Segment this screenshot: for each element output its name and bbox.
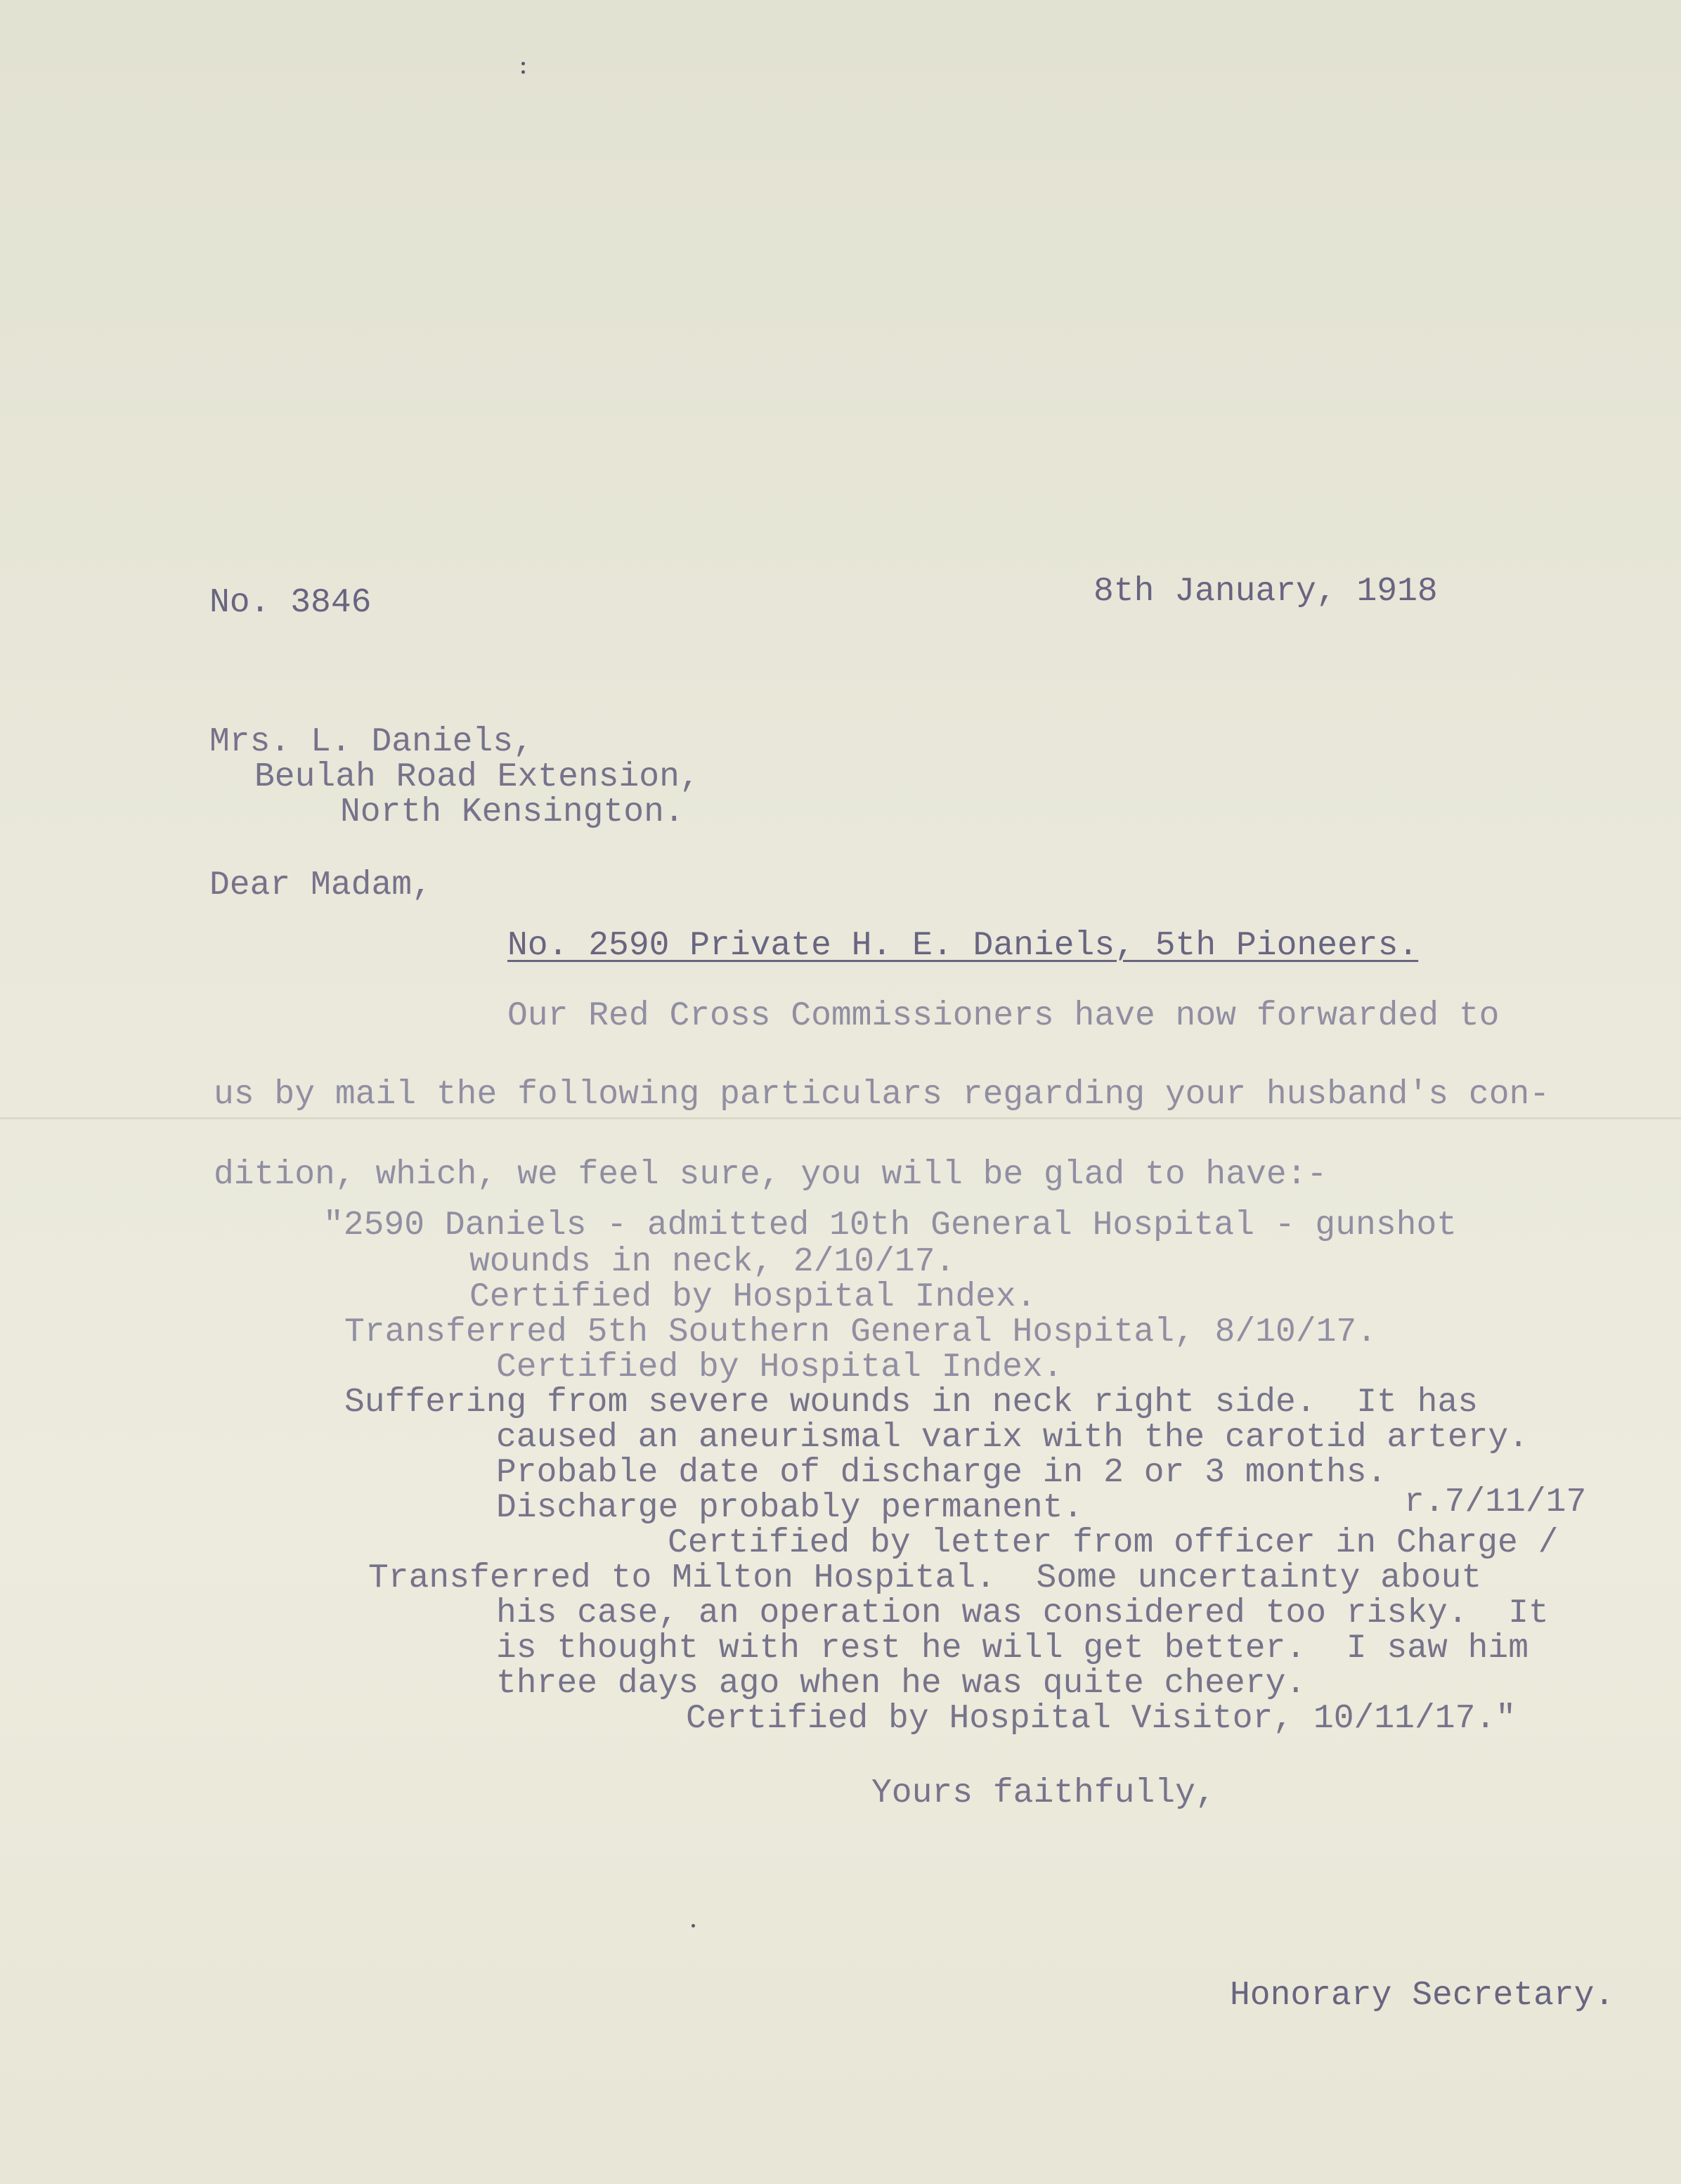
signature-title: Honorary Secretary.: [1230, 1977, 1615, 2015]
address-line: North Kensington.: [340, 793, 684, 831]
ink-speck: [521, 62, 525, 65]
report-line: Suffering from severe wounds in neck right side. It has: [344, 1384, 1479, 1422]
report-line: Certified by Hospital Index.: [496, 1348, 1063, 1386]
address-line: Mrs. L. Daniels,: [209, 723, 533, 761]
ink-speck: [692, 1924, 695, 1928]
report-line: "2590 Daniels - admitted 10th General Hospital - gunshot: [323, 1207, 1458, 1244]
address-line: Beulah Road Extension,: [254, 758, 700, 796]
body-line: dition, which, we feel sure, you will be glad to have:-: [214, 1156, 1328, 1194]
ink-speck: [521, 70, 525, 74]
body-line: us by mail the following particulars regarding your husband's con-: [214, 1076, 1550, 1114]
report-line: Certified by letter from officer in Charge /: [668, 1524, 1559, 1562]
closing: Yours faithfully,: [871, 1774, 1216, 1812]
salutation: Dear Madam,: [209, 866, 432, 904]
report-line: is thought with rest he will get better. I saw him: [496, 1630, 1529, 1668]
report-line: Transferred to Milton Hospital. Some uncertainty about: [368, 1559, 1482, 1597]
report-line: three days ago when he was quite cheery.: [496, 1665, 1306, 1703]
report-line: wounds in neck, 2/10/17.: [469, 1243, 956, 1281]
subject-line: No. 2590 Private H. E. Daniels, 5th Pioneers.: [507, 927, 1419, 965]
report-line: his case, an operation was considered too risky. It: [496, 1594, 1549, 1632]
body-line: Our Red Cross Commissioners have now forwarded to: [507, 997, 1500, 1035]
report-line: Certified by Hospital Visitor, 10/11/17.": [686, 1700, 1516, 1738]
report-line: Probable date of discharge in 2 or 3 months.: [496, 1454, 1387, 1492]
paper-crease: [0, 1117, 1681, 1119]
letter-date: 8th January, 1918: [1093, 573, 1438, 611]
reference-number: No. 3846: [209, 584, 372, 622]
report-line: Discharge probably permanent.: [496, 1489, 1084, 1527]
report-note: r.7/11/17: [1404, 1483, 1587, 1521]
report-line: Certified by Hospital Index.: [469, 1278, 1037, 1316]
report-line: caused an aneurismal varix with the carotid artery.: [496, 1419, 1529, 1457]
report-line: Transferred 5th Southern General Hospital, 8/10/17.: [344, 1313, 1377, 1351]
